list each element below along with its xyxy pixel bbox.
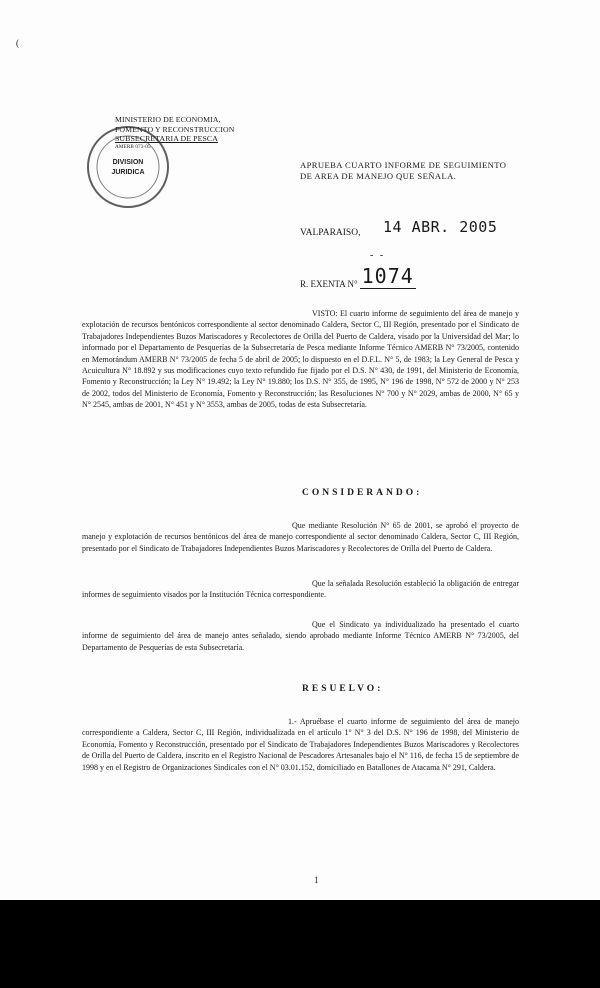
exenta-label: R. EXENTA N° xyxy=(300,279,358,289)
ministry-line-1: MINISTERIO DE ECONOMIA, xyxy=(115,115,221,124)
ministry-line-4: AMERB 073-05 xyxy=(115,143,151,150)
svg-text:JURIDICA: JURIDICA xyxy=(111,169,145,176)
visto-paragraph: VISTO: El cuarto informe de seguimiento del área de manejo y explotación de recursos bentónicos correspondiente al sector denominado Caldera, Sector C, III Región, presentado por el Sindicato de Trabajadores Independientes Buzos Mariscadores y Recolectores de Orilla del Puerto de Caldera, visado por la Universidad del Mar; lo informado por el Departamento de Pesquerías de la Subsecretaría de Pesca mediante Informe Técnico AMERB N° 73/2005, contenido en Memorándum AMERB N° 73/2005 de fecha 5 de abril de 2005; lo dispuesto en el D.F.L. N° 5, de 1983; la Ley General de Pesca y Acuicultura N° 18.892 y sus modificaciones cuyo texto refundido fue fijado por el D.S. N° 430, de 1991, del Ministerio de Economía, Fomento y Reconstrucción; la Ley N° 19.492; la Ley N° 19.880; los D.S. N° 355, de 1995, N° 196 de 1998, N° 572 de 2000 y N° 253 de 2002, todos del Ministerio de Economía, Fomento y Reconstrucción; las Resoluciones N° 700 y N° 2029, ambas de 2000, N° 65 y N° 2545, ambas de 2001, N° 451 y N° 3553, ambas de 2005, todas de esta Subsecretaría. xyxy=(82,309,519,410)
resuelvo-heading: RESUELVO: xyxy=(302,684,384,694)
resuelvo-paragraph-1: 1.- Apruébase el cuarto informe de seguimiento del área de manejo correspondiente a Caldera, Sector C, III Región, individualizada en el artículo 1° N° 3 del D.S. N° 196 de 1998, del Ministerio de Economía, Fomento y Reconstrucción, presentado por el Sindicato de Trabajadores Independientes Buzos Mariscadores y Recolectores de Orilla del Puerto de Caldera, inscrito en el Registro Nacional de Pescadores Artesanales bajo el N° 116, de fecha 15 de septiembre de 1998 y en el Registro de Organizaciones Sindicales con el N° 03.01.152, domiciliado en Batallones de Atacama N° 291, Caldera. xyxy=(82,717,519,772)
date-stamp: 14 ABR. 2005 xyxy=(383,218,498,236)
considerando-heading: CONSIDERANDO: xyxy=(302,488,423,498)
exenta-number: 1074 xyxy=(361,264,414,288)
corner-mark: ( xyxy=(16,38,19,48)
page-number: 1 xyxy=(314,875,319,885)
considerando-paragraph-2: Que la señalada Resolución estableció la obligación de entregar informes de seguimiento visados por la Institución Técnica correspondiente. xyxy=(82,579,519,600)
place: VALPARAISO, xyxy=(300,228,361,238)
bottom-black-bar xyxy=(0,900,600,988)
resolution-title xyxy=(300,160,506,182)
stamp-text: DIVISION xyxy=(112,159,144,166)
title-line-1: APRUEBA CUARTO INFORME DE SEGUIMIENTO xyxy=(300,160,507,170)
considerando-paragraph-3: Que el Sindicato ya individualizado ha presentado el cuarto informe de seguimiento del área de manejo antes señalado, siendo aprobado mediante Informe Técnico AMERB N° 73/2005, del Departamento de Pesquerías de esta Subsecretaría. xyxy=(82,620,519,652)
ministry-line-2: FOMENTO Y RECONSTRUCCION xyxy=(115,124,235,134)
considerando-paragraph-1: Que mediante Resolución N° 65 de 2001, se aprobó el proyecto de manejo y explotación de recursos bentónicos del área de manejo correspondiente al sector denominado Caldera, Sector C, III Región, presentado por el Sindicato de Trabajadores Independientes Buzos Mariscadores y Recolectores de Orilla del Puerto de Caldera. xyxy=(82,521,519,553)
ministry-line-3: SUBSECRETARIA DE PESCA xyxy=(115,134,218,144)
dash-mark: - - xyxy=(370,250,386,261)
title-line-2: DE AREA DE MANEJO QUE SEÑALA. xyxy=(300,171,457,181)
exenta-number-line xyxy=(300,264,416,289)
division-juridica-stamp xyxy=(85,124,171,210)
